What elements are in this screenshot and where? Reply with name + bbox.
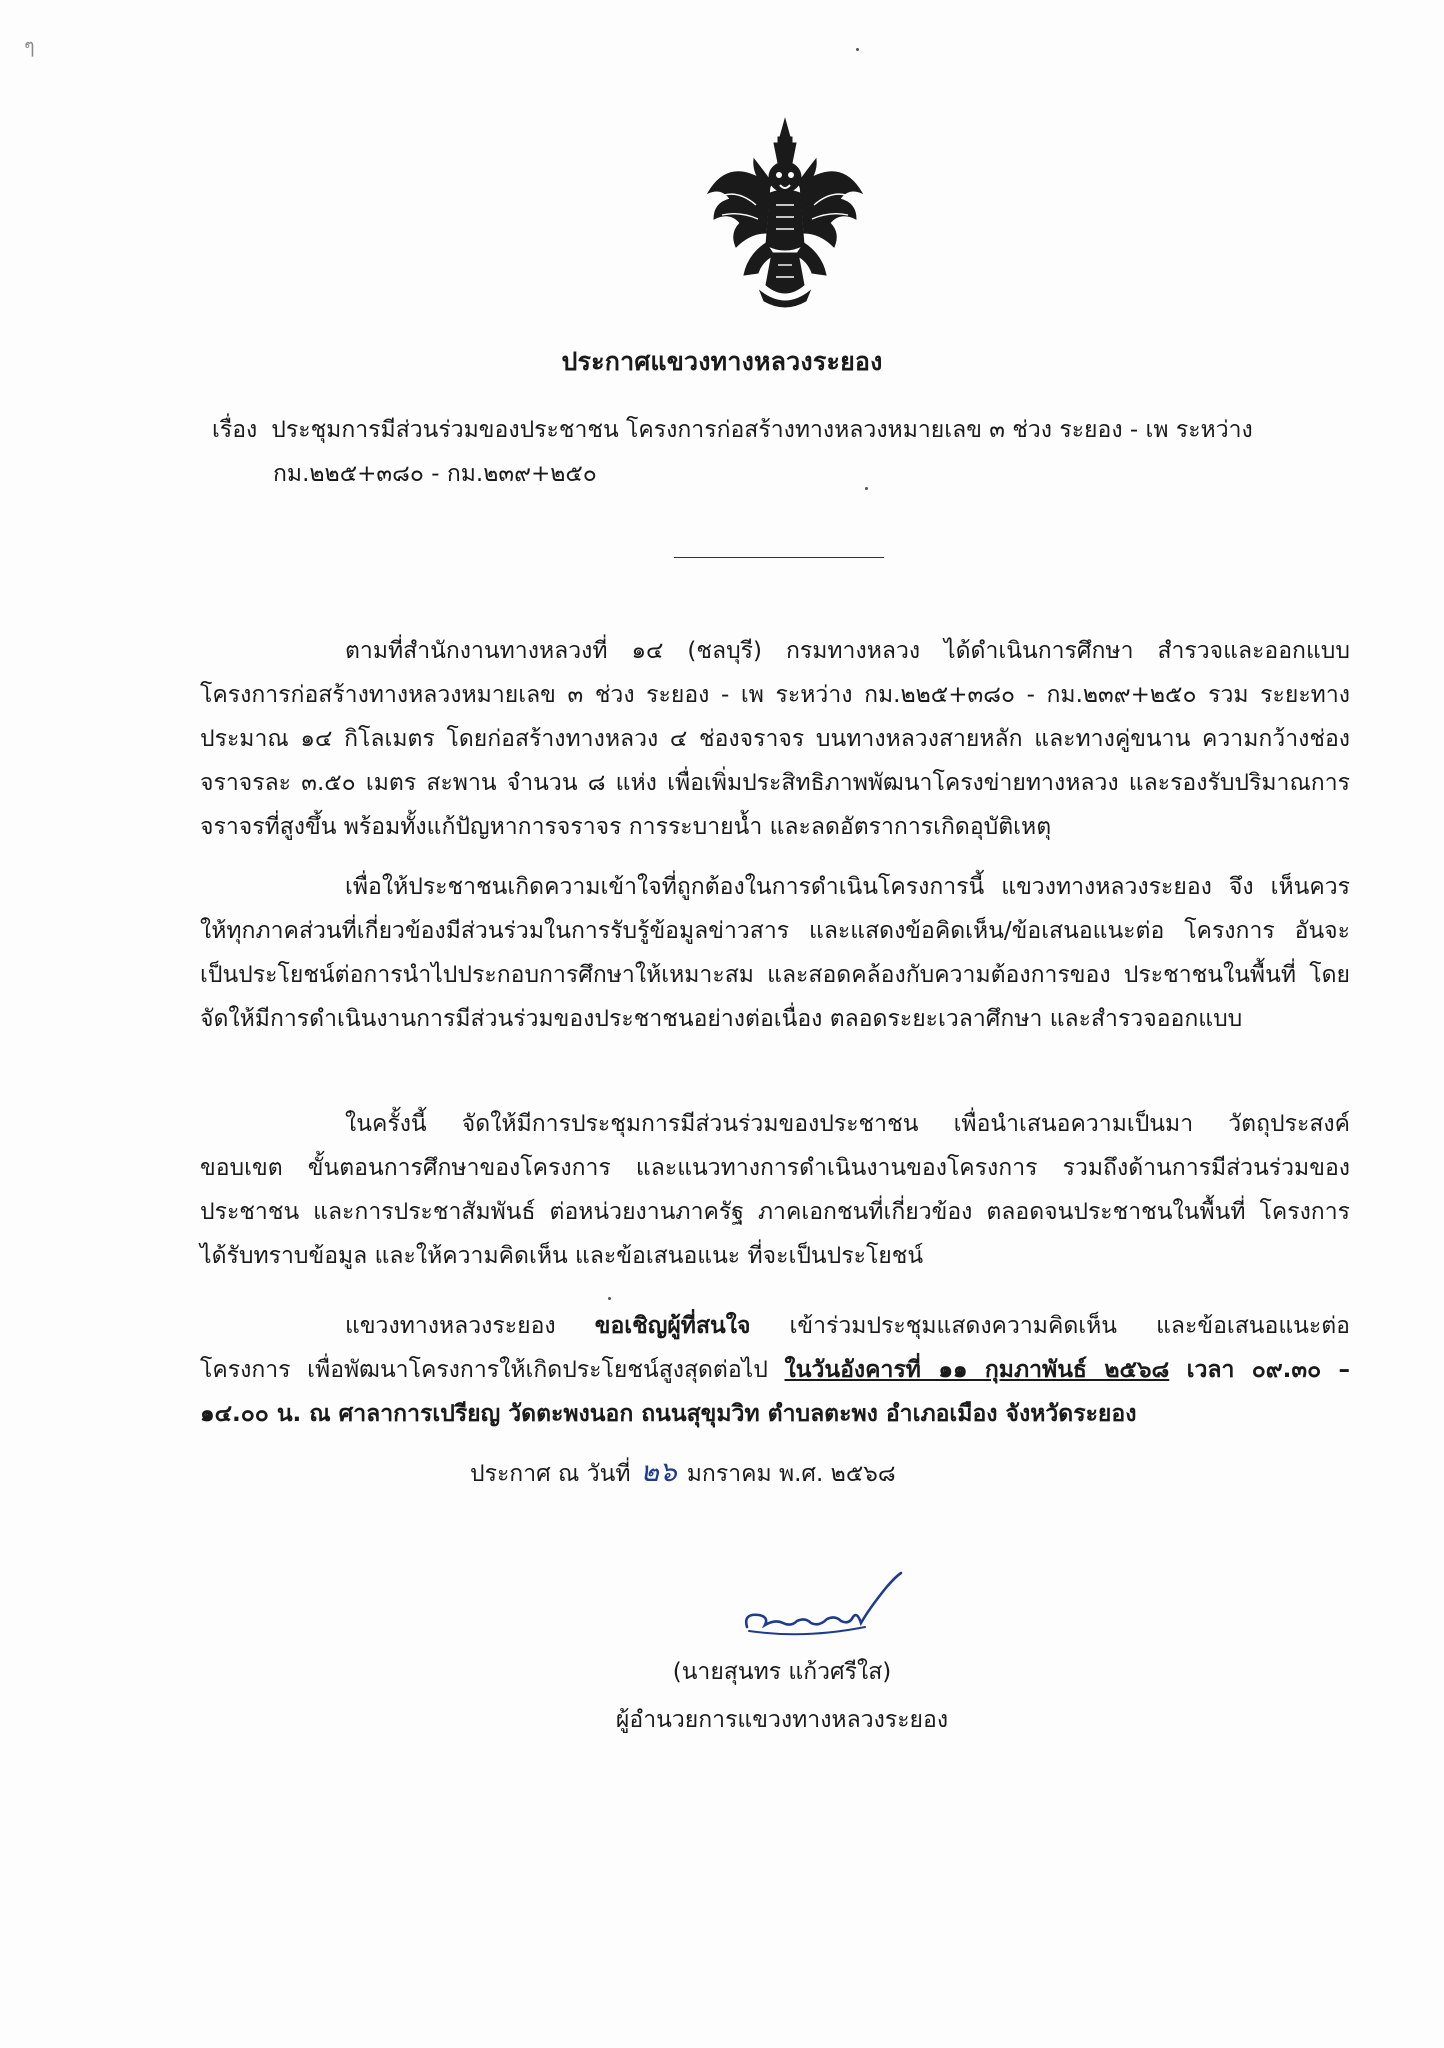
paragraph-3-text: ในครั้งนี้ จัดให้มีการประชุมการมีส่วนร่วมของประชาชน เพื่อนำเสนอความเป็นมา วัตถุประสงค์ ขอบเขต ขั้นตอนการศึกษาของโครงการ และแนวทางการดำเนินงานของโครงการ รวมถึงด้านการมีส่วนร่วมของ ประชาชน และการประชาสัมพันธ์ ต่อหน่วยงานภาครัฐ ภาคเอกชนที่เกี่ยวข้อง ตลอดจนประชาชนในพื้นที่ โครงการ ได้รับทราบข้อมูล และให้ความคิดเห็น และข้อเสนอแนะ ที่จะเป็นประโยชน์ — [200, 1111, 1350, 1269]
subject-text-line2: กม.๒๒๕+๓๘๐ - กม.๒๓๙+๒๕๐ — [273, 461, 597, 487]
subject-label: เรื่อง — [212, 417, 258, 443]
document-title: ประกาศแขวงทางหลวงระยอง — [561, 347, 883, 376]
announcement-date — [470, 1450, 896, 1496]
signature-image — [735, 1565, 915, 1645]
announcement-day: ๒๖ — [640, 1455, 677, 1488]
signatory-position: ผู้อำนวยการแขวงทางหลวงระยอง — [615, 1707, 949, 1733]
corner-mark: ๆ — [24, 34, 35, 58]
scan-speck — [856, 48, 859, 51]
signatory-name: (นายสุนทร แก้วศรีใส) — [672, 1659, 892, 1685]
paragraph-1 — [200, 629, 1350, 849]
divider-line — [674, 557, 884, 558]
paragraph-4-mid: เข้าร่วมประชุมแสดงความคิดเห็น และข้อเสนอแนะต่อ โครงการ เพื่อพัฒนาโครงการให้เกิดประโยชน์สูงสุดต่อไป — [200, 1313, 1350, 1383]
paragraph-2-text: เพื่อให้ประชาชนเกิดความเข้าใจที่ถูกต้องในการดำเนินโครงการนี้ แขวงทางหลวงระยอง จึง เห็นควร ให้ทุกภาคส่วนที่เกี่ยวข้องมีส่วนร่วมในการรับรู้ข้อมูลข่าวสาร และแสดงข้อคิดเห็น/ข้อเสนอแนะต่อ โครงการ อันจะเป็นประโยชน์ต่อการนำไปประกอบการศึกษาให้เหมาะสม และสอดคล้องกับความต้องการของ ประชาชนในพื้นที่ โดยจัดให้มีการดำเนินงานการมีส่วนร่วมของประชาชนอย่างต่อเนื่อง ตลอดระยะเวลาศึกษา และสำรวจออกแบบ — [200, 874, 1350, 1032]
paragraph-3 — [200, 1102, 1350, 1278]
garuda-emblem-icon — [700, 115, 870, 310]
announcement-month-year: มกราคม พ.ศ. ๒๕๖๘ — [686, 1461, 896, 1487]
paragraph-4 — [200, 1304, 1350, 1436]
announcement-prefix: ประกาศ ณ วันที่ — [470, 1461, 631, 1487]
paragraph-1-text: ตามที่สำนักงานทางหลวงที่ ๑๔ (ชลบุรี) กรมทางหลวง ได้ดำเนินการศึกษา สำรวจและออกแบบ โครงการก่อสร้างทางหลวงหมายเลข ๓ ช่วง ระยอง - เพ ระหว่าง กม.๒๒๕+๓๘๐ - กม.๒๓๙+๒๕๐ รวม ระยะทางประมาณ ๑๔ กิโลเมตร โดยก่อสร้างทางหลวง ๔ ช่องจราจร บนทางหลวงสายหลัก และทางคู่ขนาน ความกว้างช่องจราจรละ ๓.๕๐ เมตร สะพาน จำนวน ๘ แห่ง เพื่อเพิ่มประสิทธิภาพพัฒนาโครงข่ายทางหลวง และรองรับปริมาณการจราจรที่สูงขึ้น พร้อมทั้งแก้ปัญหาการจราจร การระบายน้ำ และลดอัตราการเกิดอุบัติเหตุ — [200, 638, 1350, 840]
meeting-time-venue: เวลา ๐๙.๓๐ – ๑๔.๐๐ น. ณ ศาลาการเปรียญ วัดตะพงนอก ถนนสุขุมวิท ตำบลตะพง อำเภอเมือง จังหวัดระยอง — [200, 1357, 1350, 1427]
scan-speck — [865, 487, 868, 490]
paragraph-4-lead: แขวงทางหลวงระยอง — [345, 1313, 595, 1339]
subject-text: ประชุมการมีส่วนร่วมของประชาชน โครงการก่อสร้างทางหลวงหมายเลข ๓ ช่วง ระยอง - เพ ระหว่าง — [271, 417, 1253, 443]
invitation-emphasis: ขอเชิญผู้ที่สนใจ — [594, 1313, 751, 1339]
meeting-date: ในวันอังคารที่ ๑๑ กุมภาพันธ์ ๒๕๖๘ — [784, 1357, 1170, 1383]
scan-speck — [608, 1297, 611, 1300]
subject-line — [212, 408, 1362, 452]
paragraph-2 — [200, 865, 1350, 1041]
